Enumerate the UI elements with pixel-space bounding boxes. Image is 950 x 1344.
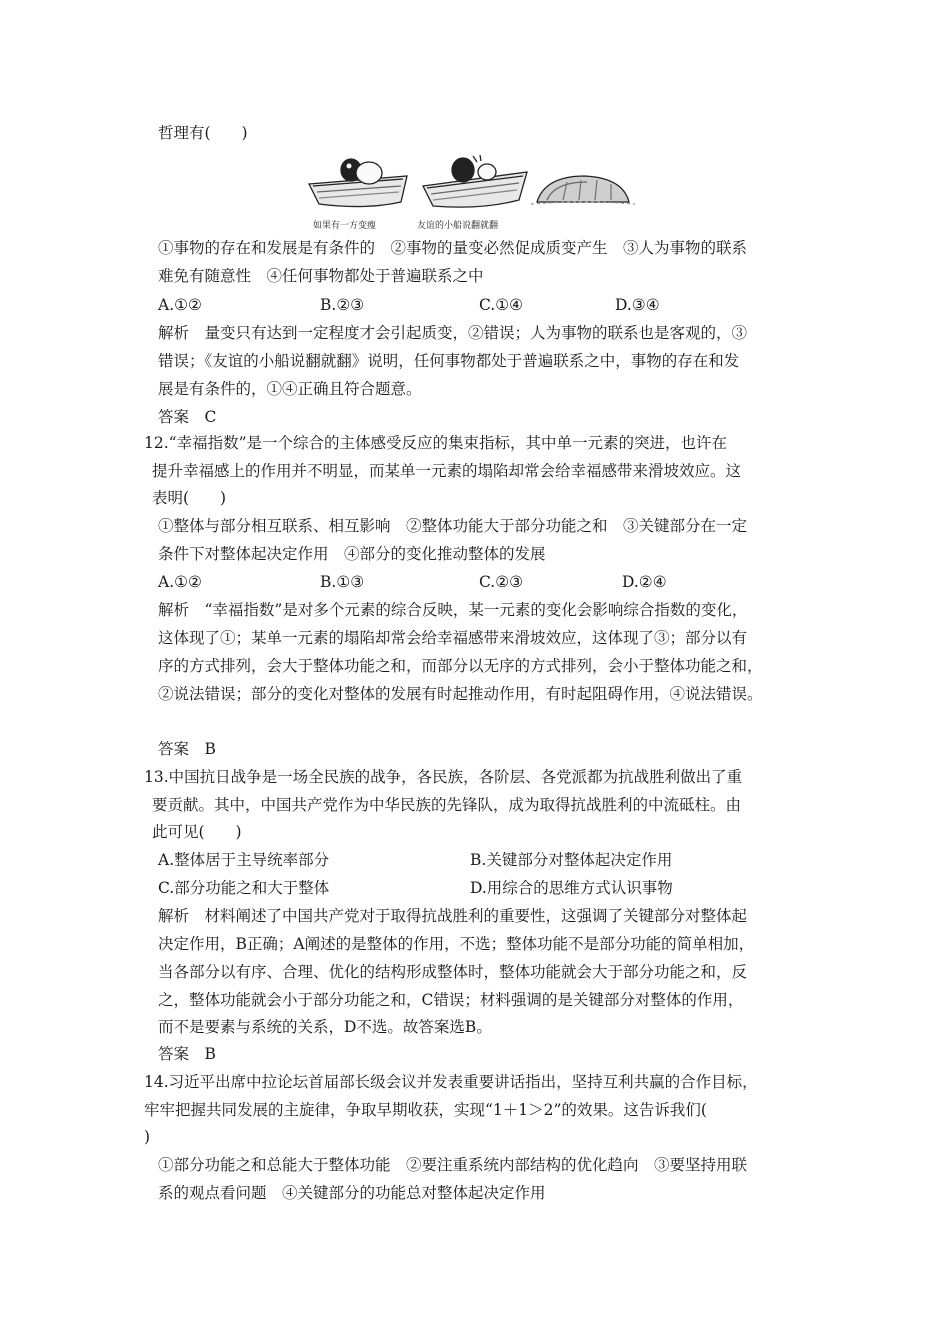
q14-statement-line-2: 系的观点看问题 ④关键部分的功能总对整体起决定作用	[158, 1184, 546, 1202]
q13-stem-line-3: 此可见( )	[152, 823, 242, 841]
q14-stem-line-3: )	[144, 1128, 151, 1146]
q13-option-c: C.部分功能之和大于整体	[158, 879, 330, 897]
q13-answer: 答案 B	[158, 1045, 216, 1063]
q12-option-a: A.①②	[158, 573, 202, 591]
q11-option-d: D.③④	[615, 296, 660, 314]
q12-option-c: C.②③	[479, 573, 524, 591]
q12-analysis-line-4: ②说法错误；部分的变化对整体的发展有时起推动作用，有时起阻碍作用，④说法错误。	[158, 685, 763, 703]
q12-statement-line-1: ①整体与部分相互联系、相互影响 ②整体功能大于部分功能之和 ③关键部分在一定	[158, 517, 748, 535]
q11-option-b: B.②③	[320, 296, 365, 314]
q13-analysis-line-5: 而不是要素与系统的关系，D不选。故答案选B。	[158, 1018, 492, 1036]
q14-statement-line-1: ①部分功能之和总能大于整体功能 ②要注重系统内部结构的优化趋向 ③要坚持用联	[158, 1156, 748, 1174]
q13-analysis-line-1: 解析 材料阐述了中国共产党对于取得抗战胜利的重要性，这强调了关键部分对整体起	[158, 907, 748, 925]
q13-stem-line-1: 13.中国抗日战争是一场全民族的战争，各民族，各阶层、各党派都为抗战胜利做出了重	[144, 768, 743, 786]
q11-option-c: C.①④	[479, 296, 524, 314]
boat-two-icon	[423, 155, 527, 207]
q11-analysis-line-1: 解析 量变只有达到一定程度才会引起质变，②错误；人为事物的联系也是客观的，③	[158, 324, 748, 342]
q13-option-a: A.整体居于主导统率部分	[158, 851, 330, 869]
q11-stem-tail: 哲理有( )	[158, 124, 248, 142]
q11-analysis-line-2: 错误；《友谊的小船说翻就翻》说明，任何事物都处于普遍联系之中，事物的存在和发	[158, 352, 740, 370]
q13-analysis-line-3: 当各部分以有序、合理、优化的结构形成整体时，整体功能就会大于部分功能之和，反	[158, 963, 748, 981]
q11-answer: 答案 C	[158, 408, 217, 426]
q12-statement-line-2: 条件下对整体起决定作用 ④部分的变化推动整体的发展	[158, 545, 546, 563]
boat-one-icon	[309, 159, 407, 207]
q12-analysis-line-1: 解析 “幸福指数”是对多个元素的综合反映，某一元素的变化会影响综合指数的变化，	[158, 601, 748, 619]
q11-statement-line-2: 难免有随意性 ④任何事物都处于普遍联系之中	[158, 267, 484, 285]
capsized-boat-icon	[531, 176, 635, 204]
q13-option-d: D.用综合的思维方式认识事物	[470, 879, 673, 897]
q14-stem-line-2: 牢牢把握共同发展的主旋律，争取早期收获，实现“1＋1＞2”的效果。这告诉我们(	[144, 1101, 707, 1119]
q11-statement-line-1: ①事物的存在和发展是有条件的 ②事物的量变必然促成质变产生 ③人为事物的联系	[158, 239, 748, 257]
q12-stem-line-1: 12.“幸福指数”是一个综合的主体感受反应的集束指标，其中单一元素的突进，也许在	[144, 434, 728, 452]
q14-stem-line-1: 14.习近平出席中拉论坛首届部长级会议并发表重要讲话指出，坚持互利共赢的合作目标，	[144, 1073, 758, 1091]
q12-stem-line-3: 表明( )	[152, 489, 227, 507]
q12-option-b: B.①③	[320, 573, 365, 591]
q12-analysis-line-3: 序的方式排列，会大于整体功能之和，而部分以无序的方式排列，会小于整体功能之和，	[158, 657, 763, 675]
q12-option-d: D.②④	[622, 573, 667, 591]
cartoon-caption-left: 如果有一方变瘦	[313, 221, 377, 231]
q13-stem-line-2: 要贡献。其中，中国共产党作为中华民族的先锋队，成为取得抗战胜利的中流砥柱。由	[152, 796, 742, 814]
q12-answer: 答案 B	[158, 740, 216, 758]
q11-option-a: A.①②	[158, 296, 202, 314]
cartoon-caption-right: 友谊的小船说翻就翻	[417, 221, 499, 231]
q12-stem-line-2: 提升幸福感上的作用并不明显，而某单一元素的塌陷却常会给幸福感带来滑坡效应。这	[152, 462, 742, 480]
q13-analysis-line-4: 之，整体功能就会小于部分功能之和，C错误；材料强调的是关键部分对整体的作用，	[158, 991, 744, 1009]
q13-option-b: B.关键部分对整体起决定作用	[470, 851, 673, 869]
boat-cartoon-image	[305, 152, 635, 232]
q13-analysis-line-2: 决定作用，B正确；A阐述的是整体的作用，不选；整体功能不是部分功能的简单相加，	[158, 935, 755, 953]
q11-analysis-line-3: 展是有条件的，①④正确且符合题意。	[158, 380, 422, 398]
q12-analysis-line-2: 这体现了①；某单一元素的塌陷却常会给幸福感带来滑坡效应，这体现了③；部分以有	[158, 629, 748, 647]
